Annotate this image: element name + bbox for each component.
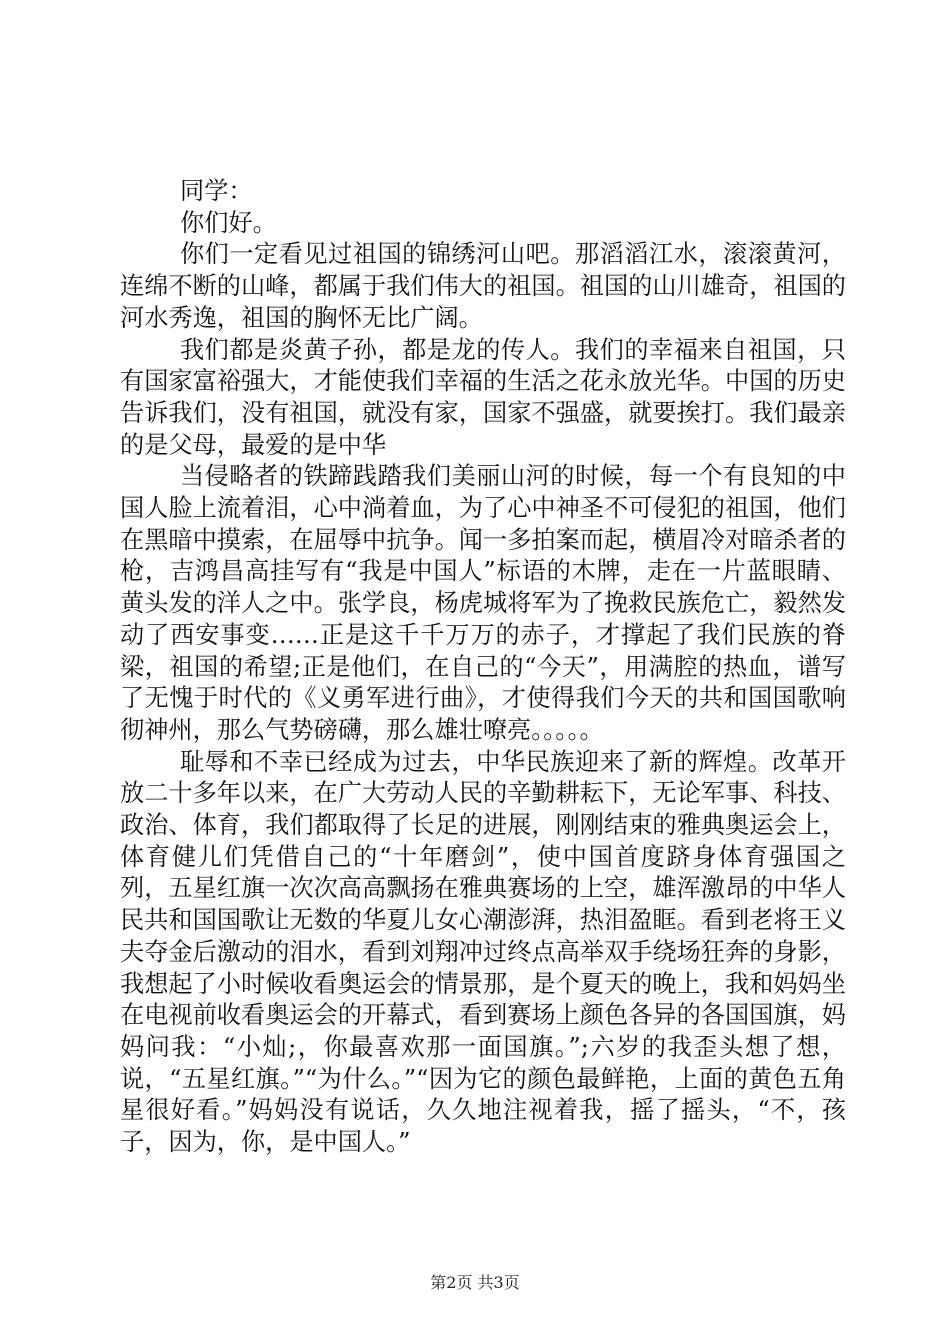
page-number-footer: 第2页 共3页 (430, 1273, 520, 1292)
greeting: 你们好。 (180, 208, 277, 237)
paragraph-descendants: 我们都是炎黄子孙，都是龙的传人。我们的幸福来自祖国，只有国家富裕强大，才能使我们幸福的生活之花永放光华。中国的历史告诉我们，没有祖国，就没有家，国家不强盛，就要挨打。我们最亲的是父母，最爱的是中华 (120, 335, 846, 459)
salutation: 同学： (180, 177, 253, 205)
paragraph-invasion: 当侵略者的铁蹄践踏我们美丽山河的时候，每一个有良知的中国人脸上流着泪，心中淌着血，为了心中神圣不可侵犯的祖国，他们在黑暗中摸索，在屈辱中抗争。闻一多拍案而起，横眉冷对暗杀者的枪，吉鸿昌高挂写有“我是中国人”标语的木牌，走在一片蓝眼睛、黄头发的洋人之中。张学良，杨虎城将军为了挽救民族危亡，毅然发动了西安事变……正是这千千万万的赤子，才撑起了我们民族的脊梁，祖国的希望;正是他们，在自己的“今天”，用满腔的热血，谱写了无愧于时代的《义勇军进行曲》，才使得我们今天的共和国国歌响彻神州，那么气势磅礴，那么雄壮嘹亮。。。。。 (120, 462, 846, 744)
paragraph-mountains-rivers: 你们一定看见过祖国的锦绣河山吧。那滔滔江水，滚滚黄河，连绵不断的山峰，都属于我们伟大的祖国。祖国的山川雄奇，祖国的河水秀逸，祖国的胸怀无比广阔。 (120, 240, 846, 332)
letter-body (120, 176, 846, 1159)
paragraph-olympics: 耻辱和不幸已经成为过去，中华民族迎来了新的辉煌。改革开放二十多年以来，在广大劳动人民的辛勤耕耘下，无论军事、科技、政治、体育，我们都取得了长足的进展，刚刚结束的雅典奥运会上，体育健儿们凭借自己的“十年磨剑”，使中国首度跻身体育强国之列，五星红旗一次次高高飘扬在雅典赛场的上空，雄浑激昂的中华人民共和国国歌让无数的华夏儿女心潮澎湃，热泪盈眶。看到老将王义夫夺金后激动的泪水，看到刘翔冲过终点高举双手绕场狂奔的身影，我想起了小时候收看奥运会的情景那，是个夏天的晚上，我和妈妈坐在电视前收看奥运会的开幕式，看到赛场上颜色各异的各国国旗，妈妈问我：“小灿;，你最喜欢那一面国旗。”;六岁的我歪头想了想，说，“五星红旗。”“为什么。”“因为它的颜色最鲜艳，上面的黄色五角星很好看。”妈妈没有说话，久久地注视着我，摇了摇头，“不，孩子，因为，你，是中国人。” (120, 747, 846, 1157)
